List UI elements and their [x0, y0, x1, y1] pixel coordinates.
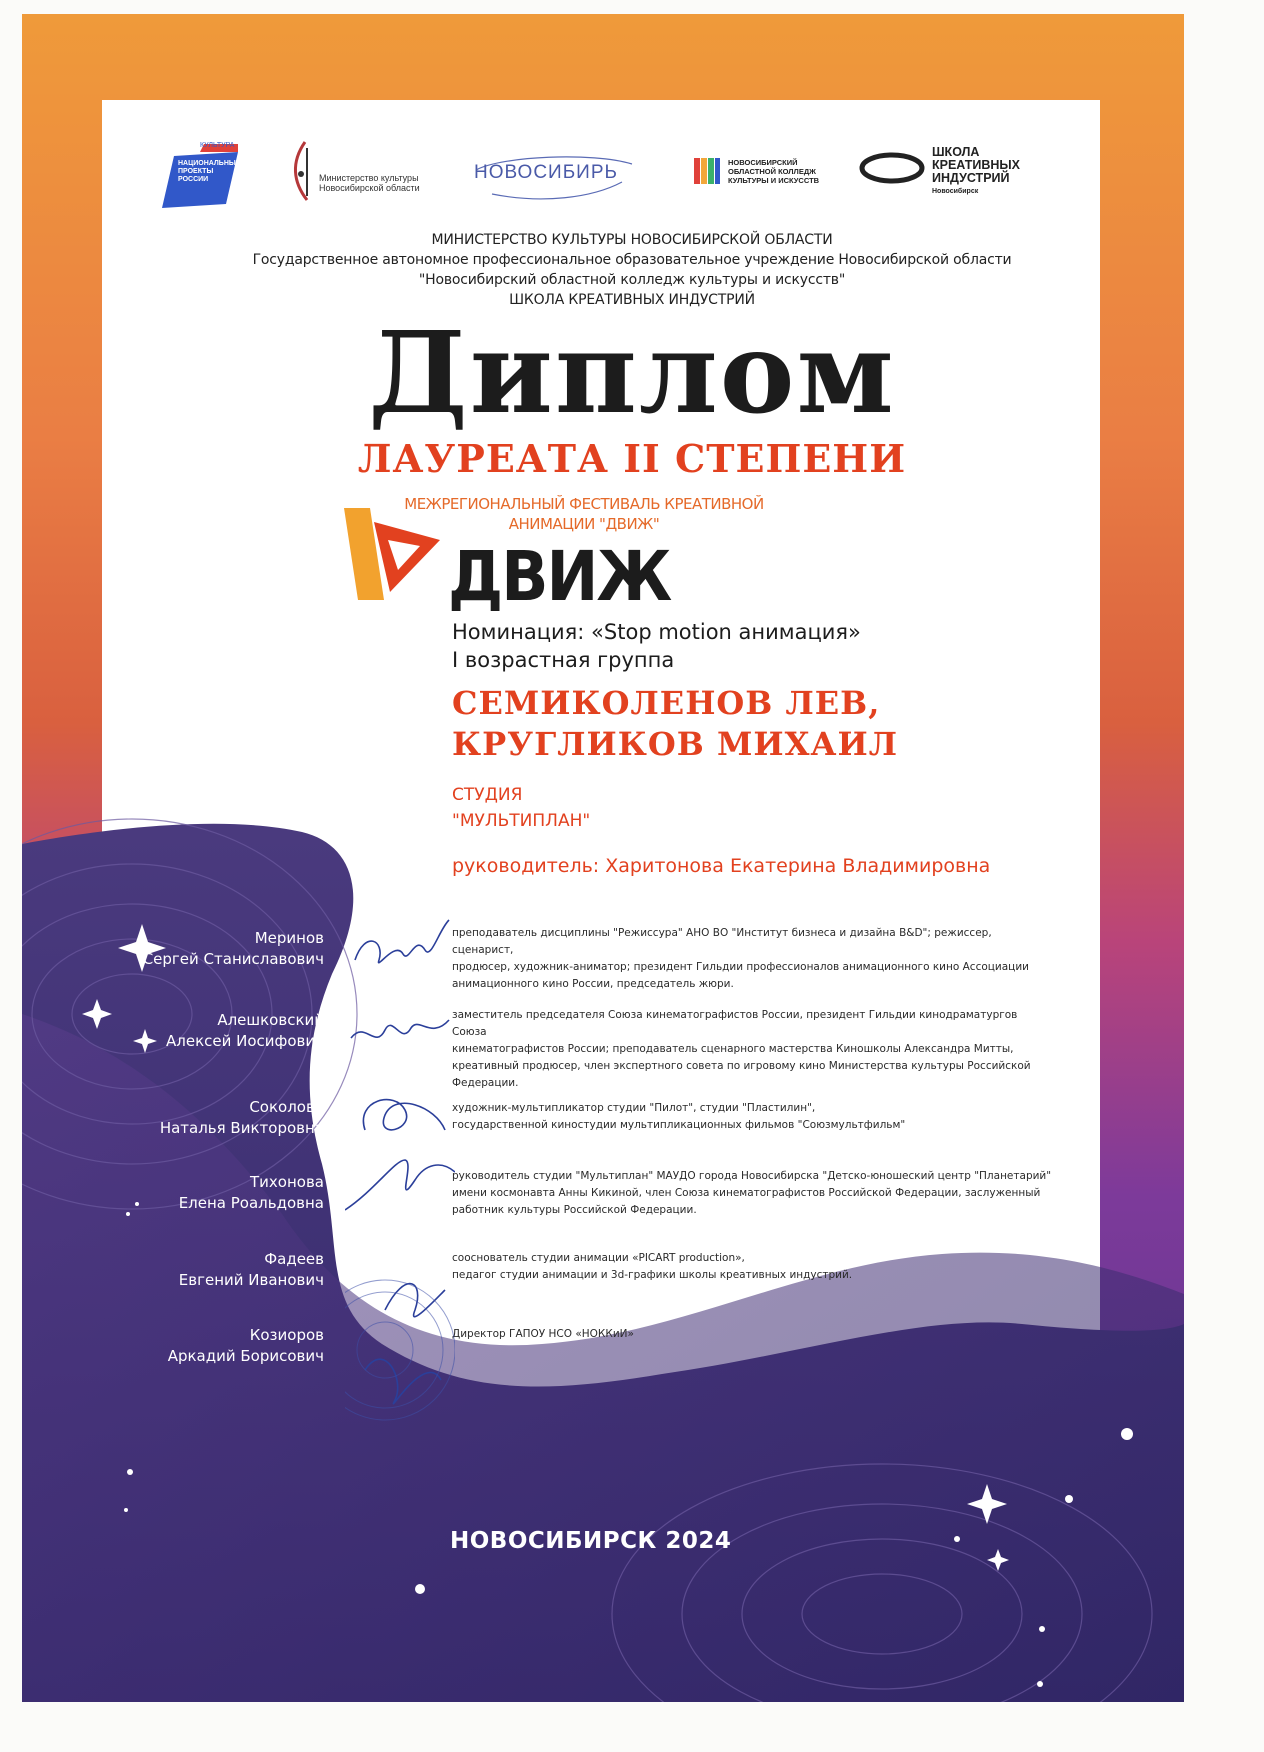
header-line-4: ШКОЛА КРЕАТИВНЫХ ИНДУСТРИЙ	[509, 292, 755, 308]
jury-member-name	[116, 1249, 324, 1291]
jury-last-name: Соколова	[249, 1098, 324, 1116]
jury-desc-line: кинематографистов России; преподаватель сценарного мастерства Киношколы Александра Митты,	[452, 1043, 1014, 1055]
nomination: Номинация: «Stop motion анимация»	[452, 620, 861, 644]
studio-name: "МУЛЬТИПЛАН"	[452, 811, 591, 831]
jury-member-description	[452, 1326, 1052, 1343]
signature-tikhonova	[345, 1160, 455, 1210]
jury-desc-line: продюсер, художник-аниматор; президент Гильдии профессионалов анимационного кино Ассоциации	[452, 961, 1029, 973]
winner-name-2: КРУГЛИКОВ МИХАИЛ	[452, 725, 899, 763]
jury-member-name	[116, 928, 324, 970]
natl-projects-top-text: КУЛЬТУРА	[200, 142, 235, 149]
header-line-1: МИНИСТЕРСТВО КУЛЬТУРЫ НОВОСИБИРСКОЙ ОБЛАСТИ	[431, 232, 833, 248]
jury-desc-line: анимационного кино России, председатель жюри.	[452, 978, 734, 990]
logo-novosibir	[462, 142, 642, 208]
novosibir-text: НОВОСИБИРЬ	[474, 162, 618, 183]
festival-line-1: МЕЖРЕГИОНАЛЬНЫЙ ФЕСТИВАЛЬ КРЕАТИВНОЙ	[404, 495, 764, 513]
school-logo-city: Новосибирск	[932, 188, 979, 195]
jury-last-name: Тихонова	[250, 1173, 324, 1191]
winner-names	[452, 683, 898, 765]
nomination-block	[452, 618, 861, 674]
jury-desc-line: педагог студии анимации и 3d-графики школы креативных индустрий.	[452, 1269, 853, 1281]
jury-first-name: Елена Роальдовна	[178, 1194, 324, 1212]
jury-member-description	[452, 1100, 1052, 1134]
signature-aleshkovsky	[351, 1020, 449, 1038]
jury-last-name: Алешковский	[217, 1011, 324, 1029]
jury-last-name: Меринов	[254, 929, 324, 947]
city-year: НОВОСИБИРСК 2024	[450, 1528, 732, 1554]
jury-last-name: Фадеев	[264, 1250, 324, 1268]
jury-member-description	[452, 1168, 1052, 1219]
logo-ministry	[285, 138, 445, 208]
diploma-title: Диплом	[368, 308, 896, 439]
signature-merinov	[355, 920, 449, 963]
jury-signatures	[345, 910, 455, 1470]
jury-desc-line: Директор ГАПОУ НСО «НОККиИ»	[452, 1328, 634, 1340]
jury-member-description	[452, 1250, 1052, 1284]
jury-member-description	[452, 925, 1052, 993]
jury-first-name: Алексей Иосифович	[166, 1032, 324, 1050]
signature-koziorov	[365, 1359, 441, 1403]
jury-desc-line: государственной киностудии мультипликационных фильмов "Союзмультфильм"	[452, 1119, 906, 1131]
laureate-degree: ЛАУРЕАТА II СТЕПЕНИ	[357, 436, 907, 481]
jury-desc-line: работник культуры Российской Федерации.	[452, 1204, 697, 1216]
studio-label: СТУДИЯ	[452, 785, 523, 805]
issuer-header	[0, 230, 1264, 310]
header-line-3: "Новосибирский областной колледж культуры и искусств"	[418, 272, 846, 288]
ministry-logo-text: Министерство культуры Новосибирской области	[319, 173, 420, 193]
winner-name-1: СЕМИКОЛЕНОВ ЛЕВ,	[452, 684, 881, 722]
dvizh-logo-word: ДВИЖ	[448, 536, 671, 617]
jury-desc-line: художник-мультипликатор студии "Пилот", студии "Пластилин",	[452, 1102, 816, 1114]
natl-projects-main-text: НАЦИОНАЛЬНЫЕ ПРОЕКТЫ РОССИИ	[178, 160, 241, 183]
jury-desc-line: Федерации.	[452, 1077, 519, 1089]
jury-first-name: Аркадий Борисович	[167, 1347, 324, 1365]
jury-desc-line: креативный продюсер, член экспертного совета по игровому кино Министерства культуры Российской	[452, 1060, 1031, 1072]
logo-college	[694, 158, 834, 198]
studio-block	[452, 782, 590, 834]
logo-creative-school	[858, 146, 1058, 206]
college-logo-text: НОВОСИБИРСКИЙ ОБЛАСТНОЙ КОЛЛЕДЖ КУЛЬТУРЫ И ИСКУССТВ	[728, 158, 820, 185]
jury-member-description	[452, 1007, 1052, 1092]
festival-name	[404, 494, 764, 534]
signature-sokolova	[363, 1100, 445, 1130]
jury-desc-line: имени космонавта Анны Кикиной, член Союза кинематографистов Российской Федерации, заслуженный	[452, 1187, 1041, 1199]
jury-member-name	[116, 1010, 324, 1052]
jury-first-name: Евгений Иванович	[178, 1271, 324, 1289]
jury-first-name: Сергей Станиславович	[142, 950, 324, 968]
logo-natl-projects	[160, 142, 240, 208]
jury-desc-line: сооснователь студии анимации «PICART production»,	[452, 1252, 745, 1264]
official-stamp	[345, 1280, 455, 1420]
festival-line-2: АНИМАЦИИ "ДВИЖ"	[508, 515, 660, 533]
jury-desc-line: руководитель студии "Мультиплан" МАУДО города Новосибирска "Детско-юношеский центр "Планетарий"	[452, 1170, 1052, 1182]
age-group: I возрастная группа	[452, 648, 675, 672]
jury-first-name: Наталья Викторовна	[159, 1119, 324, 1137]
header-line-2: Государственное автономное профессиональное образовательное учреждение Новосибирской области	[252, 252, 1012, 268]
jury-member-name	[116, 1172, 324, 1214]
jury-member-name	[116, 1097, 324, 1139]
jury-member-name	[116, 1325, 324, 1367]
studio-leader: руководитель: Харитонова Екатерина Владимировна	[452, 855, 991, 877]
college-emblem-icon	[694, 158, 720, 184]
jury-desc-line: заместитель председателя Союза кинематографистов России, президент Гильдии кинодраматургов Союза	[452, 1009, 1018, 1038]
jury-desc-line: преподаватель дисциплины "Режиссура" АНО ВО "Институт бизнеса и дизайна B&D"; режиссер, сценарист,	[452, 927, 992, 956]
school-logo-text: ШКОЛА КРЕАТИВНЫХ ИНДУСТРИЙ	[932, 145, 1020, 185]
film-ring-icon	[858, 146, 928, 186]
jury-last-name: Козиоров	[249, 1326, 324, 1344]
ministry-emblem-icon	[285, 138, 325, 204]
